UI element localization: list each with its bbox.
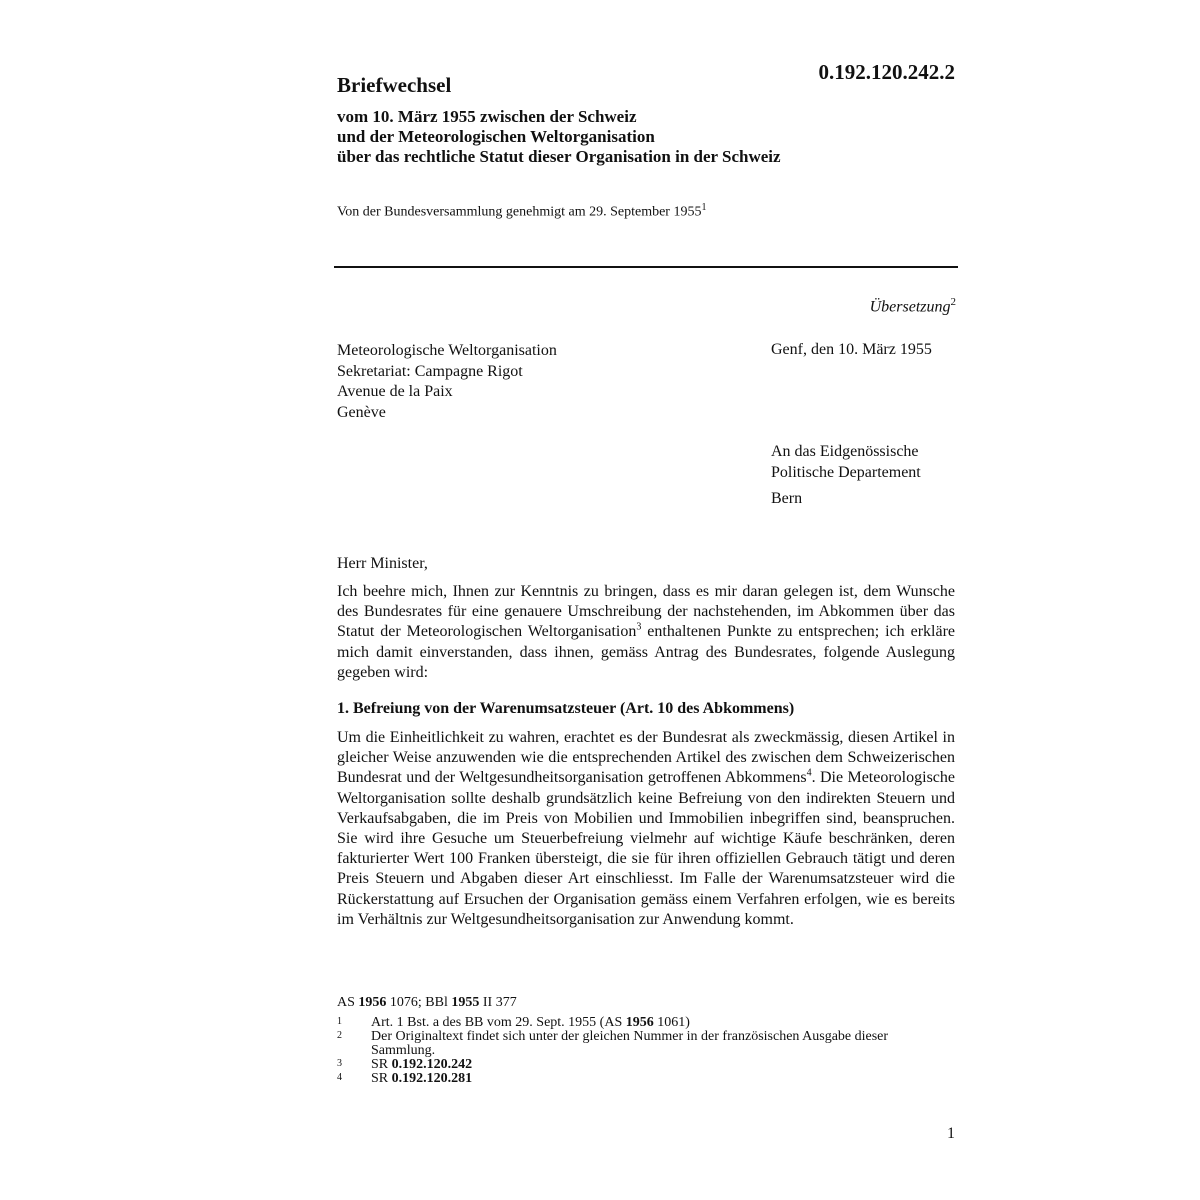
approval-text: Von der Bundesversammlung genehmigt am 29. September 1955 [337, 204, 702, 220]
translation-note [700, 296, 956, 316]
recipient-city: Bern [771, 490, 803, 507]
footnote-text-part: SR [371, 1071, 392, 1086]
translation-text: Übersetzung [869, 298, 951, 316]
footnote-number: 3 [337, 1058, 342, 1069]
footnote-list [337, 1016, 937, 1086]
header-divider [334, 266, 958, 268]
footnote-text-part: Art. 1 Bst. a des BB vom 29. Sept. 1955 (AS [371, 1015, 626, 1030]
document-subtitle [337, 107, 781, 167]
footnote-text [371, 1072, 937, 1086]
section-paragraph [337, 728, 955, 930]
address-line: Politische Departement [771, 463, 921, 481]
address-line: Genève [337, 403, 386, 421]
approval-note [337, 202, 706, 221]
paragraph-text: Um die Einheitlichkeit zu wahren, erachtet es der Bundesrat als zweckmässig, diesen Artikel in gleicher Weise anzuwenden wie die entsprechenden Artikel des zwischen dem Schweizerischen Bundesrat und der Weltgesundheitsorganisation getroffenen Abkommens [337, 729, 955, 787]
footnote-text [371, 1016, 937, 1030]
address-line: Sekretariat: Campagne Rigot [337, 362, 523, 380]
document-title: Briefwechsel [337, 73, 452, 97]
source-text: AS [337, 995, 359, 1010]
footnote-text-part: SR [371, 1057, 392, 1072]
intro-paragraph [337, 582, 955, 683]
address-line: Avenue de la Paix [337, 383, 453, 400]
footnote-item [337, 1030, 937, 1058]
address-line: Meteorologische Weltorganisation [337, 342, 557, 359]
footnote-item [337, 1058, 937, 1072]
footnote-text [371, 1058, 937, 1072]
source-text: 1076; BBl [386, 995, 452, 1010]
address-line: An das Eidgenössische [771, 443, 919, 460]
salutation: Herr Minister, [337, 555, 428, 572]
place-date: Genf, den 10. März 1955 [771, 341, 932, 358]
footnote-number: 4 [337, 1072, 342, 1083]
source-text: II 377 [479, 995, 517, 1010]
sender-address [337, 341, 557, 423]
footnote-text: Der Originaltext findet sich unter der gleichen Nummer in der französischen Ausgabe dieser Sammlung. [371, 1029, 889, 1058]
footnote-ref[interactable]: 1 [701, 202, 707, 213]
source-year: 1956 [358, 995, 387, 1010]
footnote-bold: 0.192.120.242 [391, 1057, 473, 1072]
footnote-ref[interactable]: 2 [950, 296, 956, 308]
subtitle-line: und der Meteorologischen Weltorganisation [337, 127, 655, 146]
footnote-ref[interactable]: 3 [636, 622, 642, 634]
source-year: 1955 [451, 995, 480, 1010]
footnote-ref[interactable]: 4 [806, 768, 812, 780]
page-number: 1 [947, 1125, 955, 1142]
footnote-item [337, 1072, 937, 1086]
source-reference [337, 995, 517, 1011]
footnote-item [337, 1016, 937, 1030]
subtitle-line: vom 10. März 1955 zwischen der Schweiz [337, 107, 637, 126]
footnote-text-part: 1061) [653, 1015, 690, 1030]
footnote-bold: 0.192.120.281 [391, 1071, 473, 1086]
paragraph-text: enthaltenen Punkte zu entsprechen; ich erkläre mich damit einverstanden, dass ihnen, gemäss Antrag des Bundesrates, folgende Auslegung gegeben wird: [337, 623, 956, 681]
paragraph-text: Ich beehre mich, Ihnen zur Kenntnis zu bringen, dass es mir daran gelegen ist, dem Wunsche des Bundesrates für eine genauere Umschreibung der nachstehenden, im Abkommen über das Statut der Meteorologischen Weltorganisation [337, 583, 955, 641]
footnote-number: 1 [337, 1016, 342, 1027]
sr-number: 0.192.120.242.2 [818, 60, 955, 84]
recipient-address [771, 442, 921, 483]
subtitle-line: über das rechtliche Statut dieser Organisation in der Schweiz [337, 147, 781, 166]
footnote-bold: 1956 [625, 1015, 654, 1030]
paragraph-text: . Die Meteorologische Weltorganisation sollte deshalb grundsätzlich keine Befreiung von den indirekten Steuern und Verkaufsabgaben, die im Preis von Mobilien und Immobilien inbegriffen sind, beanspruchen. Sie wird ihre Gesuche um Steuerbefreiung vielmehr auf wichtige Käufe beschränken, deren fakturierter Wert 100 Franken übersteigt, die sie für ihren offiziellen Gebrauch tätigt und deren Preis Steuern und Abgaben dieser Art einschliesst. Im Falle der Warenumsatzsteuer wird die Rückerstattung auf Ersuchen der Organisation gemäss einem Verfahren erfolgen, wie es bereits im Verhältnis zur Weltgesundheitsorganisation zur Anwendung kommt. [337, 769, 956, 928]
footnote-number: 2 [337, 1030, 342, 1041]
section-heading: 1. Befreiung von der Warenumsatzsteuer (Art. 10 des Abkommens) [337, 700, 795, 717]
